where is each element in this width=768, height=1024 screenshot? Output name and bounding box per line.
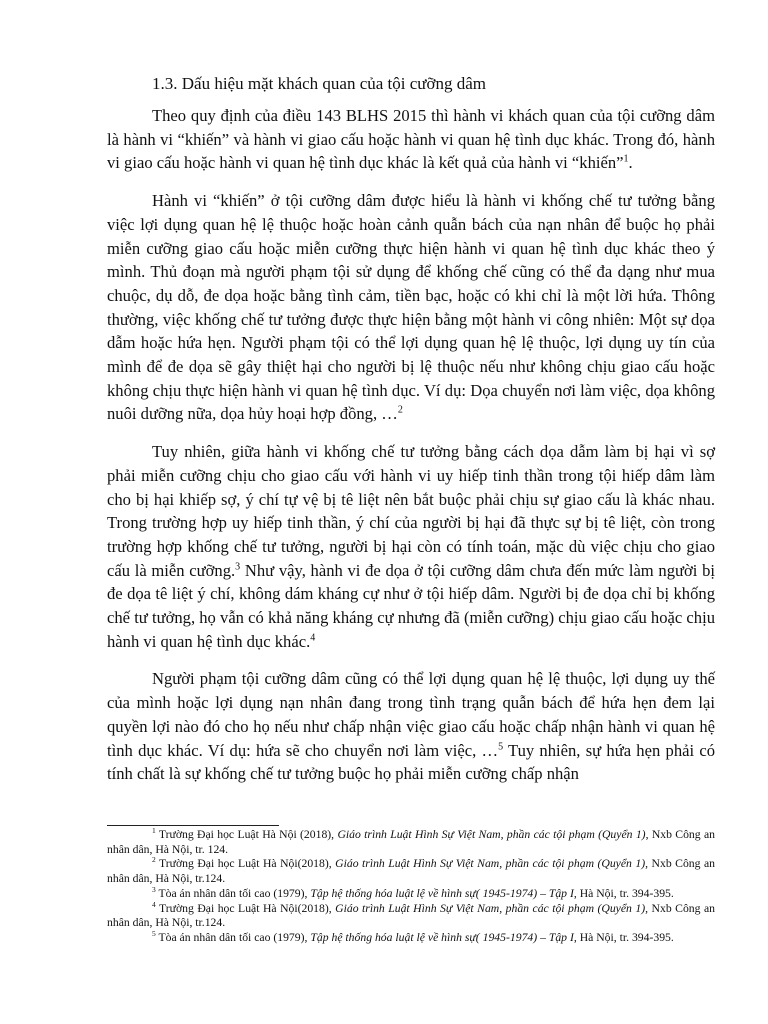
footnote-title: Giáo trình Luật Hình Sự Việt Nam, phần các tội phạm (Quyển 1) [335, 857, 646, 871]
footnote-publisher: , Nxb Công an nhân dân, Hà Nội, tr.124. [107, 857, 715, 886]
footnote-author: Tòa án nhân dân tối cao (1979), [155, 886, 311, 900]
footnote-number: 1 [152, 826, 156, 836]
footnote-ref[interactable]: 1 [623, 153, 629, 165]
footnote-title: Giáo trình Luật Hình Sự Việt Nam, phần các tội phạm (Quyển 1) [335, 901, 646, 915]
paragraph-1 [107, 104, 715, 175]
paragraph-tail: . [628, 153, 633, 173]
paragraph-text: Tuy nhiên, giữa hành vi khống chế tư tưởng bằng cách dọa dẫm làm bị hại vì sợ phải miễn cưỡng chịu cho giao cấu với hành vi uy hiếp tinh thần trong tội hiếp dâm làm cho bị hại khiếp sợ, ý chí tự vệ bị tê liệt nên bắt buộc phải chịu sự giao cấu là khác nhau. Trong trường hợp uy hiếp tinh thần, ý chí của người bị hại đã thực sự bị tê liệt, còn trong trường hợp khống chế tư tưởng, người bị hại còn có tính toán, mặc dù việc chịu cho giao cấu là miễn cưỡng. [107, 442, 715, 580]
footnote-5 [107, 931, 715, 946]
footnote-ref[interactable]: 4 [310, 632, 316, 644]
paragraph-3 [107, 440, 715, 653]
footnote-publisher: , Nxb Công an nhân dân, Hà Nội, tr.124. [107, 901, 715, 930]
footnote-number: 3 [152, 884, 156, 894]
footnote-3 [107, 884, 715, 902]
footnote-publisher: , Hà Nội, tr. 394-395. [573, 886, 674, 900]
footnote-publisher: , Nxb Công an nhân dân, Hà Nội, tr. 124. [107, 828, 715, 856]
footnote-publisher: , Hà Nội, tr. 394-395. [573, 930, 674, 944]
footnote-author: Trường Đại học Luật Hà Nội(2018), [155, 857, 336, 871]
paragraph-text: Người phạm tội cưỡng dâm cũng có thể lợi dụng quan hệ lệ thuộc, lợi dụng uy thế của mình hoặc lợi dụng nạn nhân đang trong tình trạng quẫn bách để hứa hẹn đem lại quyền lợi nào đó cho họ nếu như chấp nhận việc giao cấu hoặc chấp nhận hành vi quan hệ tình dục khác. Ví dụ: hứa sẽ cho chuyển nơi làm việc, … [107, 669, 715, 760]
footnote-number: 2 [152, 855, 156, 865]
paragraph-4 [107, 667, 715, 786]
footnote-title: Giáo trình Luật Hình Sự Việt Nam, phần các tội phạm (Quyển 1) [337, 828, 646, 841]
footnote-ref[interactable]: 3 [235, 561, 241, 573]
footnotes [107, 828, 715, 946]
paragraph-text: Theo quy định của điều 143 BLHS 2015 thì hành vi khách quan của tội cưỡng dâm là hành vi “khiến” và hành vi giao cấu hoặc hành vi quan hệ tình dục khác. Trong đó, hành vi giao cấu hoặc hành vi quan hệ tình dục khác là kết quả của hành vi “khiến” [107, 106, 715, 173]
paragraph-text: Hành vi “khiến” ở tội cưỡng dâm được hiểu là hành vi khống chế tư tưởng bằng việc lợi dụng quan hệ lệ thuộc hoặc hoàn cảnh quẫn bách của nạn nhân để buộc họ phải miễn cưỡng giao cấu hoặc miễn cưỡng thực hiện hành vi quan hệ tình dục khác theo ý mình. Thủ đoạn mà người phạm tội sử dụng để khống chế cũng có thể đa dạng như mua chuộc, dụ dỗ, đe dọa hoặc bằng tình cảm, tiền bạc, hoặc có khi chỉ là một lời hứa. Thông thường, việc khống chế tư tưởng được thực hiện bằng một hành vi công nhiên: Một sự dọa dẫm hoặc hứa hẹn. Người phạm tội có thể lợi dụng quan hệ lệ thuộc, lợi dụng uy tín của mình để đe dọa sẽ gây thiệt hại cho người bị lệ thuộc nếu như không chịu giao cấu hoặc không chịu thực hiện hành vi quan hệ tình dục. Ví dụ: Dọa chuyển nơi làm việc, dọa không nuôi dưỡng nữa, dọa hủy hoại hợp đồng, … [107, 191, 715, 424]
footnote-author: Trường Đại học Luật Hà Nội(2018), [155, 901, 336, 915]
paragraph-2 [107, 189, 715, 426]
footnote-separator [107, 825, 279, 826]
footnote-author: Trường Đại học Luật Hà Nội (2018), [155, 828, 338, 841]
footnote-number: 4 [152, 899, 156, 909]
paragraph-tail: Tuy nhiên, sự hứa hẹn phải có tính chất là sự khống chế tư tưởng buộc họ phải miễn cưỡng chấp nhận [107, 740, 716, 784]
footnote-ref[interactable]: 2 [397, 404, 403, 416]
footnote-title: Tập hệ thống hóa luật lệ về hình sự( 1945-1974) – Tập I [310, 930, 574, 944]
section-heading: 1.3. Dấu hiệu mặt khách quan của tội cưỡng dâm [152, 74, 487, 93]
footnote-2 [107, 857, 715, 886]
body-text [107, 104, 715, 800]
footnote-ref[interactable]: 5 [498, 741, 504, 753]
footnote-4 [107, 899, 715, 931]
footnote-number: 5 [152, 929, 156, 939]
footnote-title: Tập hệ thống hóa luật lệ về hình sự( 1945-1974) – Tập I [310, 886, 574, 900]
paragraph-tail: Như vậy, hành vi đe dọa ở tội cưỡng dâm chưa đến mức làm người bị đe dọa tê liệt ý chí, không dám kháng cự như ở tội hiếp dâm. Người bị đe dọa chỉ bị khống chế tư tưởng, họ vẫn có khả năng kháng cự nhưng đã (miễn cưỡng) chịu giao cấu hoặc chịu hành vi quan hệ tình dục khác. [107, 560, 715, 651]
footnote-author: Tòa án nhân dân tối cao (1979), [155, 930, 311, 944]
footnote-1 [107, 828, 715, 857]
